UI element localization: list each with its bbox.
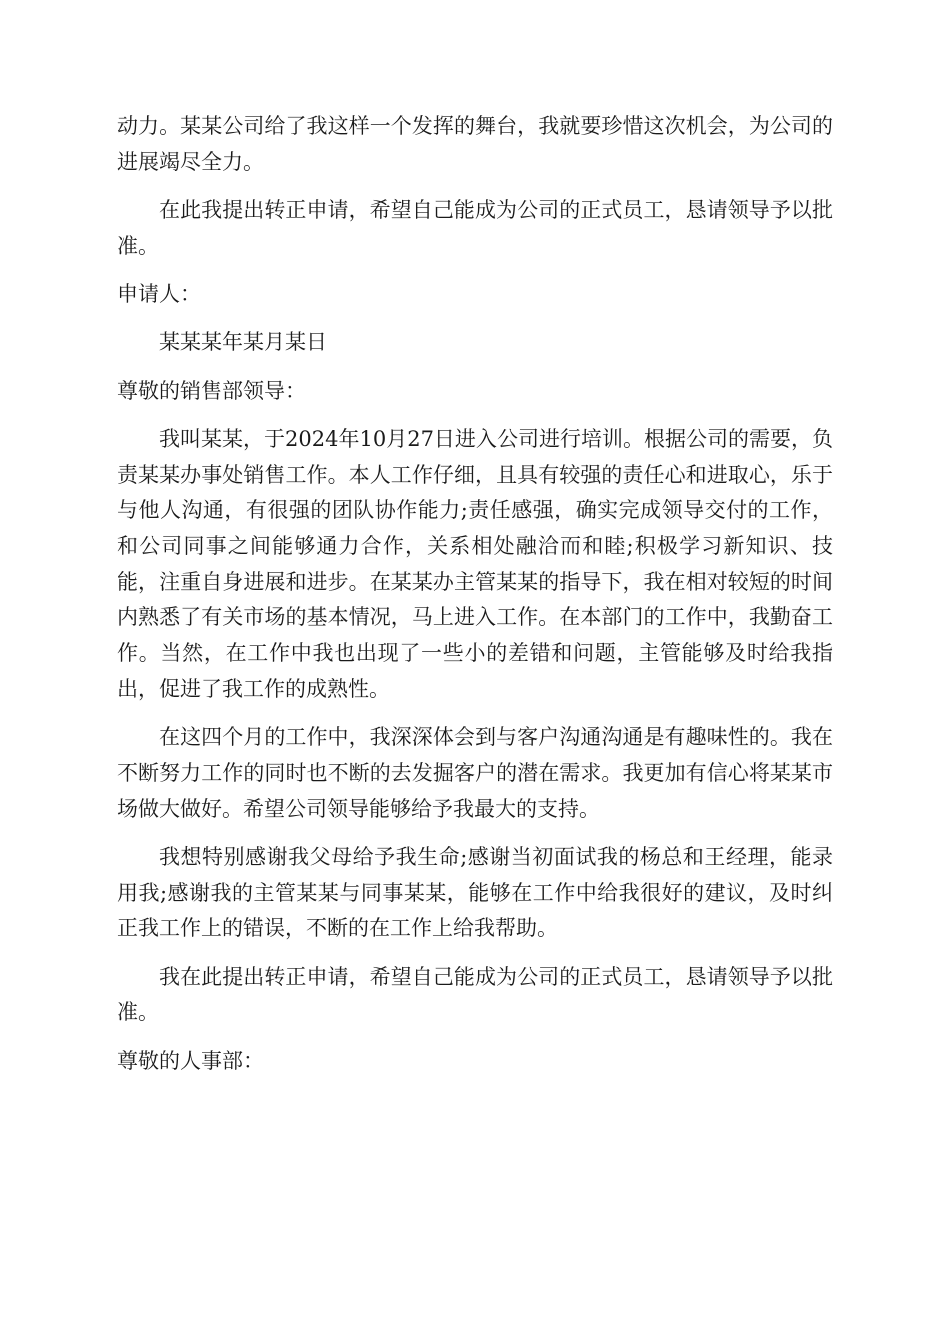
salutation-sales: 尊敬的销售部领导： — [117, 378, 306, 403]
applicant-label: 申请人： — [117, 282, 201, 306]
paragraph-request-2: 我在此提出转正申请，希望自己能成为公司的正式员工，恳请领导予以批准。 — [117, 964, 833, 1025]
paragraph-thanks: 我想特别感谢我父母给予我生命;感谢当初面试我的杨总和王经理，能录用我;感谢我的主管某某与同事某某，能够在工作中给我很好的建议，及时纠正我工作上的错误，不断的在工作上给我帮助。 — [117, 844, 833, 941]
date-line: 某某某年某月某日 — [159, 330, 327, 355]
salutation-hr: 尊敬的人事部： — [117, 1048, 264, 1073]
paragraph-continuation: 动力。某某公司给了我这样一个发挥的舞台，我就要珍惜这次机会，为公司的进展竭尽全力。 — [117, 114, 833, 174]
paragraph-experience: 在这四个月的工作中，我深深体会到与客户沟通沟通是有趣味性的。我在不断努力工作的同时也不断的去发掘客户的潜在需求。我更加有信心将某某市场做大做好。希望公司领导能够给予我最大的支持。 — [117, 725, 833, 821]
document-body — [117, 109, 833, 1092]
paragraph-introduction: 我叫某某，于2024年10月27日进入公司进行培训。根据公司的需要，负责某某办事处销售工作。本人工作仔细，且具有较强的责任心和进取心，乐于与他人沟通，有很强的团队协作能力;责任感强，确实完成领导交付的工作，和公司同事之间能够通力合作，关系相处融洽而和睦;积极学习新知识、技能，注重自身进展和进步。在某某办主管某某的指导下，我在相对较短的时间内熟悉了有关市场的基本情况，马上进入工作。在本部门的工作中，我勤奋工作。当然，在工作中我也出现了一些小的差错和问题，主管能够及时给我指出，促进了我工作的成熟性。 — [117, 426, 833, 701]
paragraph-request-1: 在此我提出转正申请，希望自己能成为公司的正式员工，恳请领导予以批准。 — [117, 198, 833, 258]
